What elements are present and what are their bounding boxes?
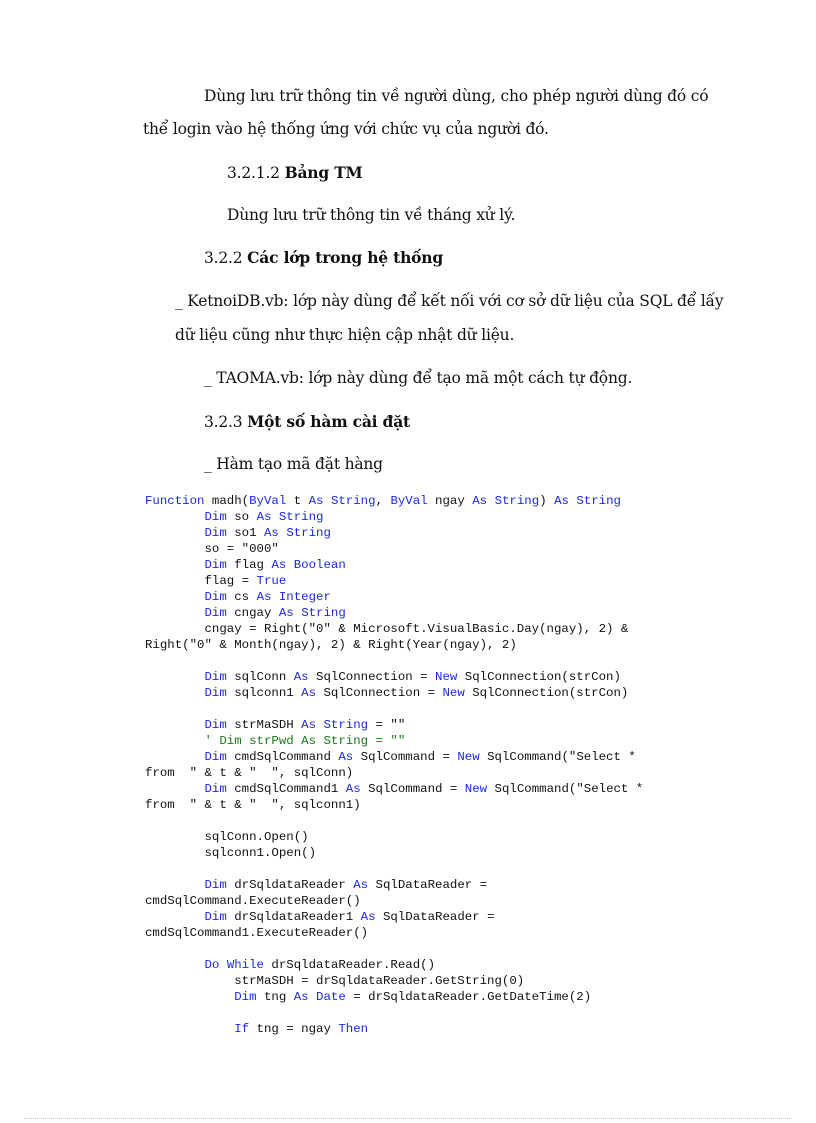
code-keyword: String: [301, 606, 346, 620]
code-keyword: As: [472, 494, 488, 508]
code-line: [145, 509, 643, 525]
code-line: [145, 589, 643, 605]
code-keyword: String: [576, 494, 621, 508]
code-text: SqlConnection =: [308, 670, 436, 684]
code-text: [286, 558, 293, 572]
code-keyword: ByVal: [249, 494, 287, 508]
paragraph-users-line2: thể login vào hệ thống ứng với chức vụ của người đó.: [143, 120, 549, 138]
code-text: from " & t & " ", sqlConn): [145, 766, 354, 780]
code-keyword: Dim: [204, 782, 227, 796]
code-line: [145, 925, 643, 941]
code-text: drSqldataReader: [226, 878, 354, 892]
heading-title: Bảng TM: [284, 163, 363, 182]
code-keyword: New: [464, 782, 488, 796]
code-text: cmdSqlCommand: [226, 750, 339, 764]
code-text: from " & t & " ", sqlconn1): [145, 798, 361, 812]
code-text: SqlConnection(strCon): [464, 686, 629, 700]
code-keyword: Dim: [204, 910, 227, 924]
heading-number: 3.2.3: [204, 413, 248, 431]
code-text: [145, 750, 205, 764]
code-keyword: As: [301, 718, 317, 732]
code-text: [145, 510, 205, 524]
code-keyword: If: [234, 1022, 250, 1036]
code-text: [145, 958, 205, 972]
code-text: ,: [375, 494, 391, 508]
code-text: cngay: [226, 606, 279, 620]
code-keyword: String: [278, 510, 324, 524]
code-line: [145, 989, 643, 1005]
code-text: cmdSqlCommand1: [226, 782, 346, 796]
code-keyword: As: [256, 590, 272, 604]
code-line: [145, 525, 643, 541]
code-text: [145, 590, 205, 604]
code-keyword: New: [457, 750, 480, 764]
code-text: SqlCommand("Select *: [487, 782, 644, 796]
code-keyword: Boolean: [293, 558, 346, 572]
code-keyword: Dim: [204, 558, 227, 572]
code-line: [145, 669, 643, 685]
code-keyword: As: [278, 606, 294, 620]
code-keyword: Integer: [278, 590, 331, 604]
code-keyword: As: [338, 750, 354, 764]
code-text: cs: [226, 590, 257, 604]
code-keyword: While: [226, 958, 264, 972]
code-line: [145, 877, 643, 893]
code-text: SqlDataReader =: [375, 910, 495, 924]
code-text: sqlconn1: [226, 686, 302, 700]
code-keyword: As: [293, 990, 309, 1004]
paragraph-ham-tao-ma: _ Hàm tạo mã đặt hàng: [204, 455, 383, 473]
code-line: [145, 557, 643, 573]
code-comment: ' Dim strPwd As String = "": [204, 734, 406, 748]
code-text: [145, 734, 205, 748]
code-text: [324, 494, 331, 508]
page-bottom-border: [24, 1118, 792, 1119]
code-line: [145, 765, 643, 781]
code-text: sqlConn.Open(): [145, 830, 309, 844]
code-keyword: As: [345, 782, 361, 796]
code-keyword: Dim: [204, 670, 227, 684]
heading-number: 3.2.2: [204, 249, 248, 267]
code-keyword: String: [286, 526, 331, 540]
code-text: ): [539, 494, 555, 508]
code-line: [145, 733, 643, 749]
code-keyword: Dim: [204, 590, 227, 604]
code-keyword: Do: [204, 958, 220, 972]
code-line: [145, 1005, 643, 1021]
code-text: madh(: [204, 494, 250, 508]
code-text: sqlConn: [226, 670, 294, 684]
code-line: [145, 957, 643, 973]
paragraph-ketnoidb-line1: _ KetnoiDB.vb: lớp này dùng để kết nối với cơ sở dữ liệu của SQL để lấy: [175, 292, 724, 310]
code-keyword: As: [554, 494, 569, 508]
code-keyword: Date: [316, 990, 346, 1004]
code-text: so = "000": [145, 542, 279, 556]
code-text: [145, 606, 205, 620]
code-text: [145, 526, 205, 540]
code-keyword: Dim: [204, 686, 227, 700]
code-text: drSqldataReader.Read(): [264, 958, 436, 972]
code-keyword: New: [442, 686, 465, 700]
code-keyword: Dim: [204, 606, 227, 620]
code-keyword: As: [301, 686, 317, 700]
code-line: [145, 653, 643, 669]
code-text: cmdSqlCommand.ExecuteReader(): [145, 894, 361, 908]
code-text: [309, 990, 316, 1004]
heading-title: Các lớp trong hệ thống: [247, 248, 444, 267]
code-text: = "": [368, 718, 406, 732]
code-keyword: String: [323, 718, 369, 732]
code-text: so1: [226, 526, 264, 540]
code-text: [145, 558, 205, 572]
code-line: [145, 797, 643, 813]
heading-3-2-2: [204, 248, 443, 267]
code-line: [145, 685, 643, 701]
code-text: [271, 510, 278, 524]
paragraph-tm: Dùng lưu trữ thông tin về tháng xử lý.: [227, 206, 516, 224]
code-text: [145, 782, 205, 796]
paragraph-ketnoidb-line2: dữ liệu cũng như thực hiện cập nhật dữ liệu.: [175, 326, 515, 344]
code-line: [145, 717, 643, 733]
code-listing: [145, 493, 643, 1037]
code-text: flag: [226, 558, 272, 572]
code-keyword: New: [435, 670, 458, 684]
code-text: flag =: [145, 574, 257, 588]
code-line: [145, 621, 643, 637]
code-line: [145, 909, 643, 925]
code-text: [271, 590, 278, 604]
code-line: [145, 973, 643, 989]
code-text: [145, 990, 234, 1004]
heading-3-2-1-2: [227, 163, 363, 182]
code-text: strMaSDH = drSqldataReader.GetString(0): [145, 974, 525, 988]
code-line: [145, 893, 643, 909]
code-line: [145, 573, 643, 589]
code-text: so: [226, 510, 257, 524]
code-line: [145, 605, 643, 621]
code-text: SqlCommand =: [360, 782, 465, 796]
code-keyword: As: [271, 558, 287, 572]
code-line: [145, 637, 643, 653]
code-text: [145, 686, 205, 700]
code-text: SqlCommand =: [353, 750, 458, 764]
code-text: tng = ngay: [249, 1022, 339, 1036]
code-keyword: Function: [145, 494, 205, 508]
code-keyword: Dim: [204, 878, 227, 892]
code-keyword: Dim: [204, 526, 227, 540]
code-line: [145, 861, 643, 877]
code-line: [145, 749, 643, 765]
code-line: [145, 541, 643, 557]
heading-title: Một số hàm cài đặt: [247, 412, 411, 431]
code-text: [487, 494, 494, 508]
code-keyword: As: [308, 494, 324, 508]
code-text: SqlCommand("Select *: [479, 750, 636, 764]
code-line: [145, 493, 643, 509]
code-keyword: As: [360, 910, 376, 924]
code-text: drSqldataReader1: [226, 910, 361, 924]
code-line: [145, 781, 643, 797]
code-line: [145, 941, 643, 957]
code-keyword: ByVal: [390, 494, 428, 508]
code-text: SqlDataReader =: [368, 878, 488, 892]
code-text: SqlConnection(strCon): [457, 670, 621, 684]
code-text: [145, 1022, 234, 1036]
code-keyword: String: [494, 494, 540, 508]
paragraph-users-line1: Dùng lưu trữ thông tin về người dùng, cho phép người dùng đó có: [204, 87, 709, 105]
paragraph-taoma: _ TAOMA.vb: lớp này dùng để tạo mã một cách tự động.: [204, 369, 633, 387]
code-keyword: As: [353, 878, 369, 892]
code-keyword: String: [330, 494, 376, 508]
code-line: [145, 1021, 643, 1037]
code-text: = drSqldataReader.GetDateTime(2): [345, 990, 592, 1004]
code-text: strMaSDH: [226, 718, 302, 732]
code-keyword: As: [264, 526, 279, 540]
code-keyword: As: [256, 510, 272, 524]
code-line: [145, 845, 643, 861]
code-text: [145, 718, 205, 732]
code-keyword: Dim: [204, 510, 227, 524]
code-line: [145, 829, 643, 845]
code-text: sqlconn1.Open(): [145, 846, 317, 860]
code-text: [219, 958, 226, 972]
heading-number: 3.2.1.2: [227, 164, 285, 182]
code-keyword: Dim: [204, 718, 227, 732]
code-text: Right("0" & Month(ngay), 2) & Right(Year(ngay), 2): [145, 638, 517, 652]
code-text: [145, 910, 205, 924]
code-text: [145, 878, 205, 892]
heading-3-2-3: [204, 412, 410, 431]
code-text: t: [286, 494, 309, 508]
code-keyword: True: [256, 574, 287, 588]
code-keyword: Dim: [204, 750, 227, 764]
code-text: tng: [256, 990, 294, 1004]
code-keyword: As: [293, 670, 309, 684]
code-keyword: Dim: [234, 990, 257, 1004]
code-line: [145, 813, 643, 829]
code-keyword: Then: [338, 1022, 369, 1036]
code-text: [145, 670, 205, 684]
code-text: cmdSqlCommand1.ExecuteReader(): [145, 926, 369, 940]
code-line: [145, 701, 643, 717]
code-text: SqlConnection =: [316, 686, 443, 700]
code-text: ngay: [427, 494, 473, 508]
code-text: cngay = Right("0" & Microsoft.VisualBasic.Day(ngay), 2) &: [145, 622, 629, 636]
